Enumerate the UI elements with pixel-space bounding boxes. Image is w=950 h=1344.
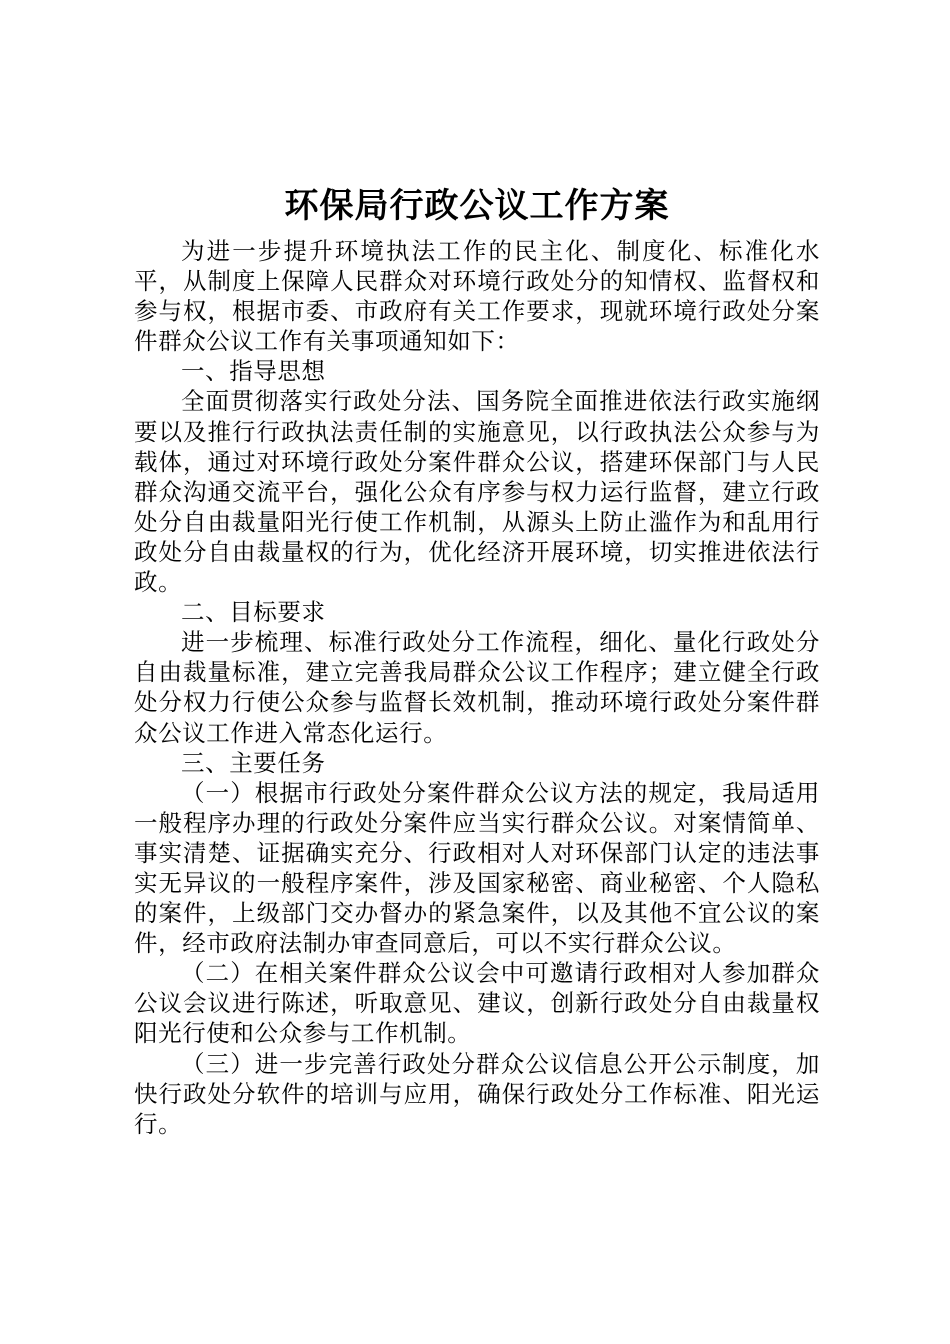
task-paragraph-1: （一）根据市行政处分案件群众公议方法的规定，我局适用一般程序办理的行政处分案件应当实行群众公议。对案情简单、事实清楚、证据确实充分、行政相对人对环保部门认定的违法事实无异议的一般程序案件，涉及国家秘密、商业秘密、个人隐私的案件，上级部门交办督办的紧急案件，以及其他不宜公议的案件，经市政府法制办审查同意后，可以不实行群众公议。	[134, 778, 820, 958]
section-paragraph: 进一步梳理、标准行政处分工作流程，细化、量化行政处分自由裁量标准，建立完善我局群众公议工作程序；建立健全行政处分权力行使公众参与监督长效机制，推动环境行政处分案件群众公议工作进入常态化运行。	[134, 628, 820, 747]
document-page	[134, 178, 820, 1139]
section-heading-guiding-ideology: 一、指导思想	[181, 357, 326, 386]
task-paragraph-3: （三）进一步完善行政处分群众公议信息公开公示制度，加快行政处分软件的培训与应用，确保行政处分工作标准、阳光运行。	[134, 1049, 820, 1138]
document-title: 环保局行政公议工作方案	[284, 186, 670, 226]
intro-paragraph: 为进一步提升环境执法工作的民主化、制度化、标准化水平，从制度上保障人民群众对环境行政处分的知情权、监督权和参与权，根据市委、市政府有关工作要求，现就环境行政处分案件群众公议工作有关事项通知如下：	[134, 237, 820, 356]
task-paragraph-2: （二）在相关案件群众公议会中可邀请行政相对人参加群众公议会议进行陈述，听取意见、建议，创新行政处分自由裁量权阳光行使和公众参与工作机制。	[134, 959, 820, 1048]
section-heading-main-tasks: 三、主要任务	[181, 748, 326, 777]
section-paragraph: 全面贯彻落实行政处分法、国务院全面推进依法行政实施纲要以及推行行政执法责任制的实施意见，以行政执法公众参与为载体，通过对环境行政处分案件群众公议，搭建环保部门与人民群众沟通交流平台，强化公众有序参与权力运行监督，建立行政处分自由裁量阳光行使工作机制，从源头上防止滥作为和乱用行政处分自由裁量权的行为，优化经济开展环境，切实推进依法行政。	[134, 387, 820, 597]
section-heading-objectives: 二、目标要求	[181, 598, 326, 627]
